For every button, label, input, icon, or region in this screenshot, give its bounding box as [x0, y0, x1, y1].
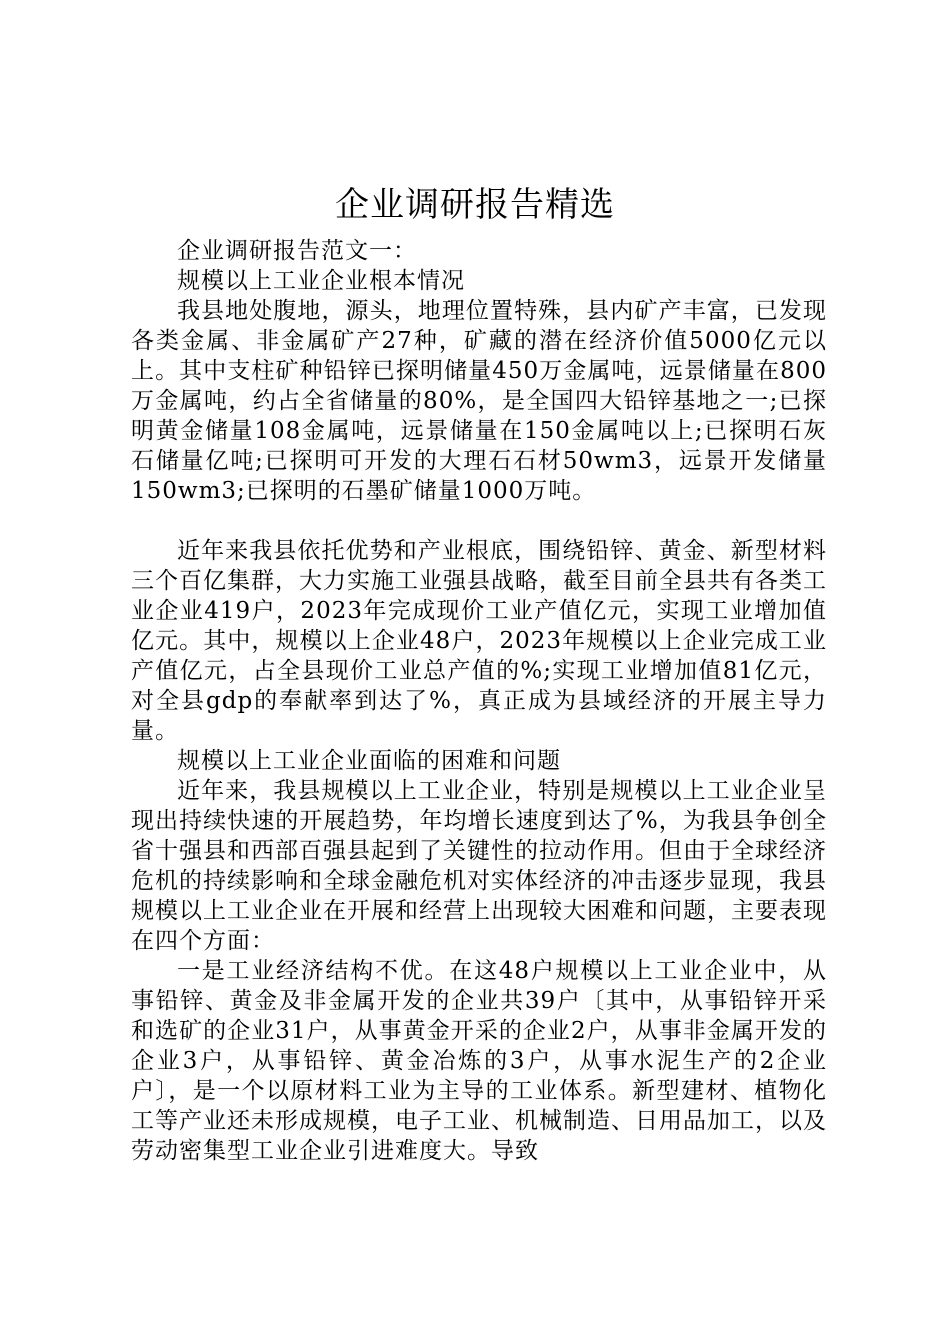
section-heading: 规模以上工业企业面临的困难和问题 [177, 748, 561, 774]
document-title: 企业调研报告精选 [335, 185, 615, 225]
paragraph: 近年来，我县规模以上工业企业，特别是规模以上工业企业呈现出持续快速的开展趋势，年均增长速度到达了%，为我县争创全省十强县和西部百强县起到了关键性的拉动作用。但由于全球经济危机的持续影响和全球金融危机对实体经济的冲击逐步显现，我县规模以上工业企业在开展和经营上出现较大困难和问题，主要表现在四个方面： [131, 778, 827, 954]
document-body [131, 236, 827, 1166]
paragraph: 近年来我县依托优势和产业根底，围绕铅锌、黄金、新型材料三个百亿集群，大力实施工业强县战略，截至目前全县共有各类工业企业419户，2023年完成现价工业产值亿元，实现工业增加值亿元。其中，规模以上企业48户，2023年规模以上企业完成工业产值亿元，占全县现价工业总产值的%;实现工业增加值81亿元，对全县gdp的奉献率到达了%，真正成为县域经济的开展主导力量。 [131, 538, 827, 744]
paragraph-intro: 企业调研报告范文一： [177, 238, 417, 264]
paragraph: 我县地处腹地，源头，地理位置特殊，县内矿产丰富，已发现各类金属、非金属矿产27种，矿藏的潜在经济价值5000亿元以上。其中支柱矿种铅锌已探明储量450万金属吨，远景储量在800万金属吨，约占全省储量的80%，是全国四大铅锌基地之一;已探明黄金储量108金属吨，远景储量在150金属吨以上;已探明石灰石储量亿吨;已探明可开发的大理石石材50wm3，远景开发储量150wm3;已探明的石墨矿储量1000万吨。 [131, 298, 827, 504]
paragraph: 一是工业经济结构不优。在这48户规模以上工业企业中，从事铅锌、黄金及非金属开发的企业共39户〔其中，从事铅锌开采和选矿的企业31户，从事黄金开采的企业2户，从事非金属开发的企业3户，从事铅锌、黄金冶炼的3户，从事水泥生产的2企业户〕，是一个以原材料工业为主导的工业体系。新型建材、植物化工等产业还未形成规模，电子工业、机械制造、日用品加工，以及劳动密集型工业企业引进难度大。导致 [131, 958, 827, 1164]
section-heading: 规模以上工业企业根本情况 [177, 268, 465, 294]
